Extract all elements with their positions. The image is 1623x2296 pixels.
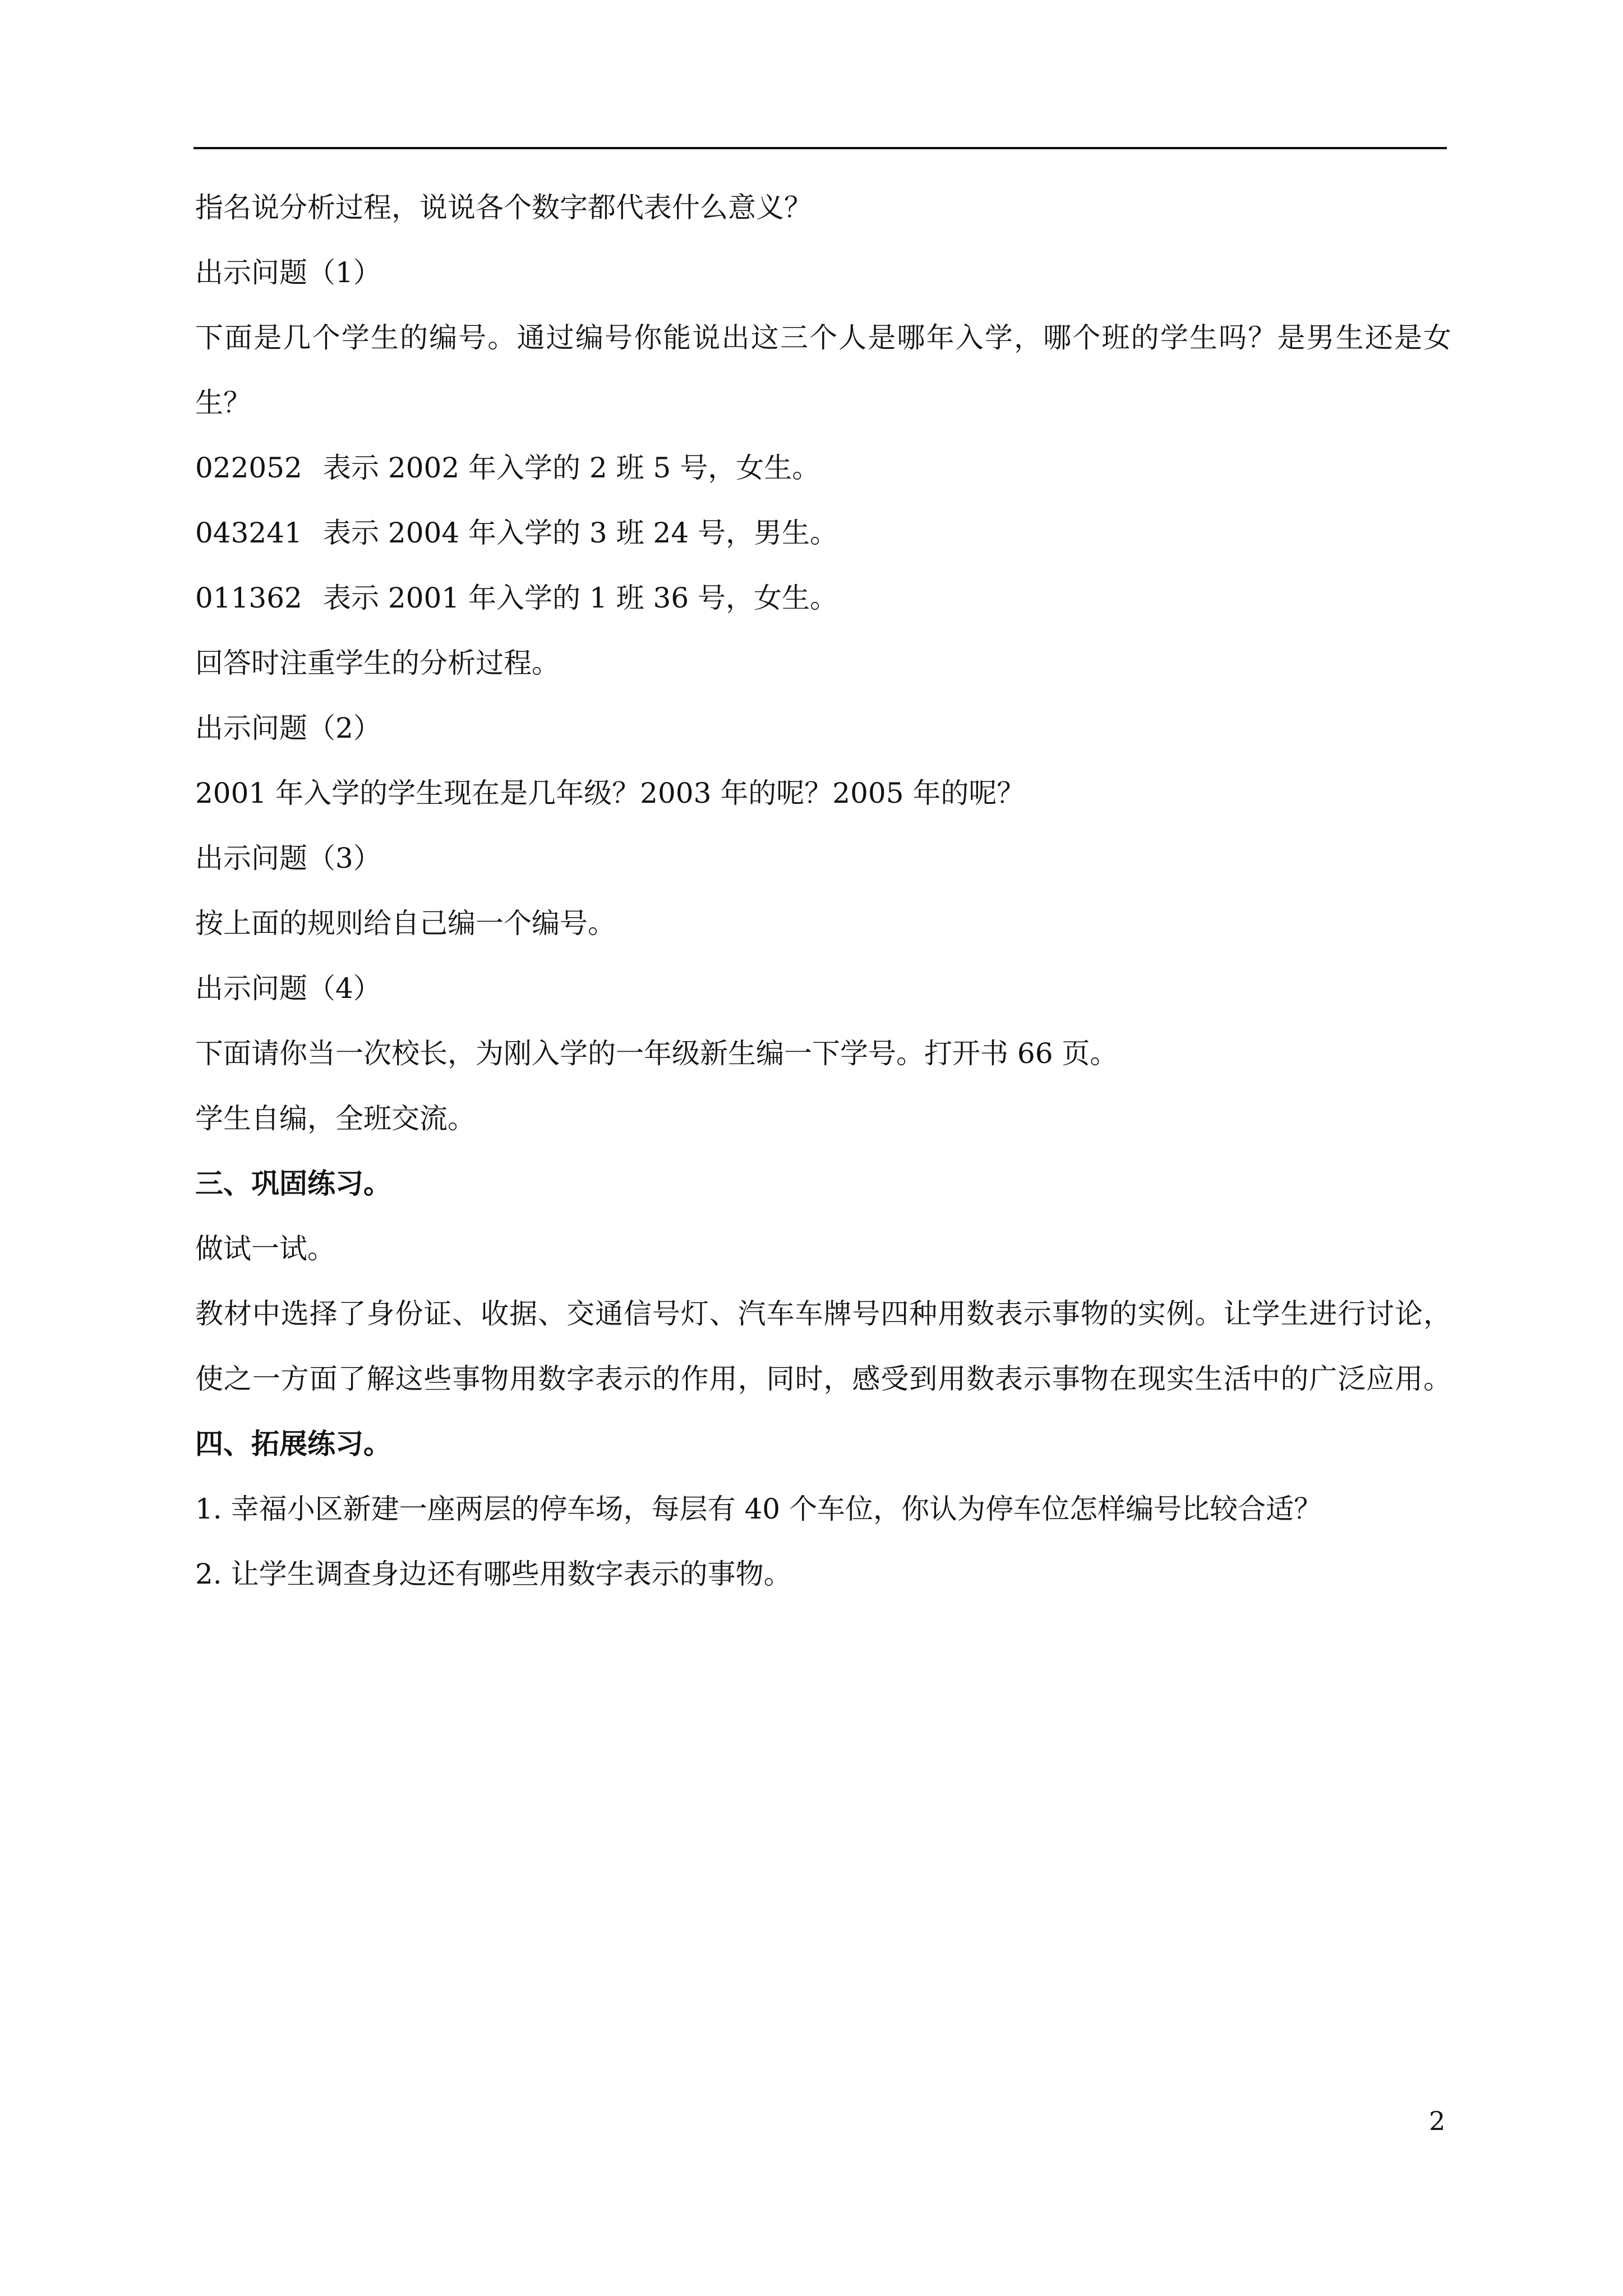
paragraph: 下面请你当一次校长，为刚入学的一年级新生编一下学号。打开书 66 页。 [195,1037,1118,1070]
paragraph: 出示问题（4） [195,972,381,1005]
paragraph: 使之一方面了解这些事物用数字表示的作用，同时，感受到用数表示事物在现实生活中的广泛应用。 [195,1363,1451,1395]
student-code: 043241 [195,517,302,549]
paragraph: 按上面的规则给自己编一个编号。 [195,907,616,940]
student-code: 011362 [195,582,302,614]
paragraph: 出示问题（3） [195,842,381,875]
section-heading: 四、拓展练习。 [195,1427,391,1460]
paragraph: 教材中选择了身份证、收据、交通信号灯、汽车车牌号四种用数表示事物的实例。让学生进行讨论， [195,1297,1451,1330]
paragraph: 2. 让学生调查身边还有哪些用数字表示的事物。 [195,1558,792,1590]
document-body [195,191,1451,1590]
student-code-row [195,519,1451,547]
student-code-meaning: 表示 2001 年入学的 1 班 36 号，女生。 [323,582,838,614]
student-code-row [195,584,1451,612]
student-code-row [195,454,1451,482]
paragraph: 出示问题（1） [195,256,381,289]
paragraph: 1. 幸福小区新建一座两层的停车场，每层有 40 个车位，你认为停车位怎样编号比较合适？ [195,1493,1322,1525]
student-code-meaning: 表示 2002 年入学的 2 班 5 号，女生。 [323,452,820,484]
student-code-meaning: 表示 2004 年入学的 3 班 24 号，男生。 [323,517,838,549]
section-heading: 三、巩固练习。 [195,1167,391,1200]
paragraph: 下面是几个学生的编号。通过编号你能说出这三个人是哪年入学，哪个班的学生吗？是男生还是女 [195,321,1451,354]
paragraph: 回答时注重学生的分析过程。 [195,647,560,679]
header-rule [193,147,1447,149]
paragraph: 指名说分析过程，说说各个数字都代表什么意义？ [195,191,812,224]
paragraph: 学生自编，全班交流。 [195,1102,476,1135]
paragraph: 出示问题（2） [195,712,381,744]
paragraph: 生？ [195,386,251,419]
paragraph: 2001 年入学的学生现在是几年级？2003 年的呢？2005 年的呢？ [195,777,1025,809]
student-code: 022052 [195,452,302,484]
page-number: 2 [1429,2106,1446,2136]
paragraph: 做试一试。 [195,1232,335,1265]
